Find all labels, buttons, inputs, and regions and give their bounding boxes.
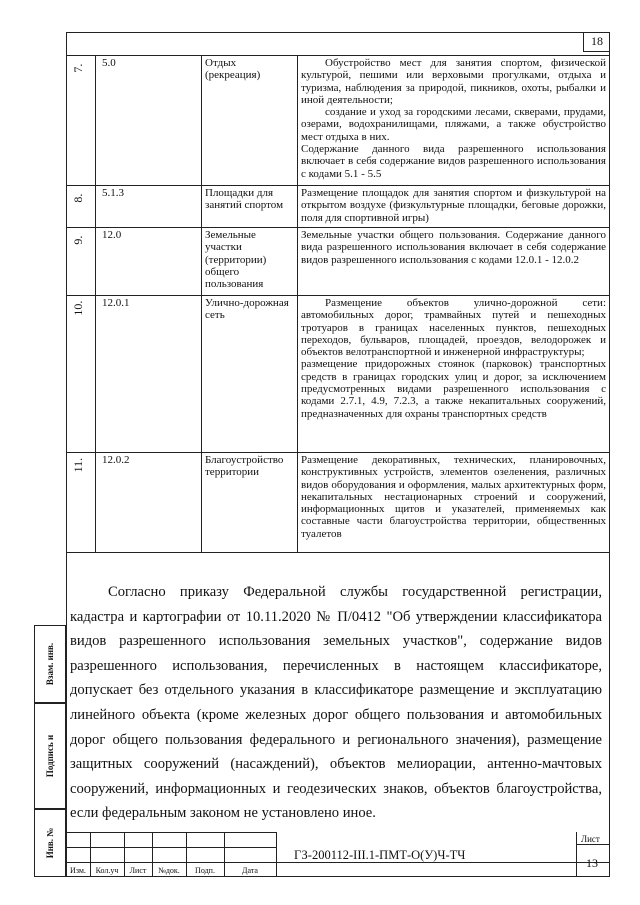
side-label-podpis: Подпись и (45, 734, 55, 778)
stamp-col-list: Лист (129, 866, 147, 875)
row-number (67, 296, 96, 453)
body-paragraph: Согласно приказу Федеральной службы государственной регистрации, кадастра и картографии от 10.11.2020 № П/0412 "Об утверждении классификатора видов разрешенного использования земельных участков", содержание видов разрешенного использования, перечисленных в настоящем классификаторе, допускает без отдельного указания в классификаторе размещение и эксплуатацию линейного объекта (кроме железных дорог общего пользования и автомобильных дорог общего пользования федерального и регионального значения), размещение защитных сооружений (насаждений), объектов мелиорации, антенно-мачтовых сооружений, информационных и геодезических знаков, объектов благоустройства, если федеральным законом не установлено иное. (70, 584, 602, 822)
document-code: ГЗ-200112-III.1-ПМТ-О(У)Ч-ТЧ (294, 848, 466, 862)
row-name: Отдых (рекреация) (202, 56, 298, 186)
description-paragraph: Содержание данного вида разрешенного использования включает в себя содержание видов разрешенного использования с кодами 5.1 - 5.5 (301, 143, 606, 180)
side-label-inv: Инв. № (45, 827, 55, 859)
row-code: 12.0.2 (96, 453, 202, 553)
row-number-text: 8. (70, 193, 85, 203)
stamp-col-podp: Подп. (195, 866, 215, 875)
sheet-number: 13 (586, 856, 598, 870)
row-name: Земельные участки (территории) общего пользования (202, 228, 298, 296)
row-number (67, 56, 96, 186)
table-row (67, 296, 610, 453)
row-number-text: 11. (70, 457, 85, 473)
row-name: Благоустройство территории (202, 453, 298, 553)
row-number-text: 10. (70, 300, 85, 316)
side-field-inv (34, 809, 66, 877)
stamp-col-kol: Кол.уч (95, 866, 119, 875)
row-number (67, 228, 96, 296)
description-paragraph: Размещение объектов улично-дорожной сети: автомобильных дорог, трамвайных путей и пешеходных тротуаров в границах населенных пунктов, пешеходных переходов, бульваров, площадей, проездов, велодорожек и объектов велотранспортной и инженерной инфраструктуры; (301, 297, 606, 359)
description-paragraph: Размещение декоративных, технических, планировочных, конструктивных устройств, элементов озеленения, различных видов оборудования и оформления, малых архитектурных форм, некапитальных нестационарных строений и сооружений, информационных щитов и указателей, применяемых как составные части благоустройства территории, общественных туалетов (301, 454, 606, 540)
classifier-table (66, 55, 610, 553)
row-number-text: 9. (70, 235, 85, 245)
row-number (67, 186, 96, 228)
stamp-col-ndoc: №док. (158, 866, 180, 875)
stamp-col-izm: Изм. (70, 866, 86, 875)
side-field-vzam (34, 625, 66, 703)
description-paragraph: Размещение площадок для занятия спортом и физкультурой на открытом воздухе (физкультурные площадки, беговые дорожки, поля для спортивной игры) (301, 187, 606, 224)
sheet-label: Лист (581, 834, 600, 844)
row-description (298, 453, 610, 553)
stamp-col-data: Дата (242, 866, 258, 875)
row-code: 12.0.1 (96, 296, 202, 453)
description-paragraph: размещение придорожных стоянок (парковок) транспортных средств в границах городских улиц и дорог, за исключением предусмотренных видами разрешенного использования с кодами 2.7.1, 4.9, 7.2.3, а также некапитальных сооружений, предназначенных для охраны транспортных средств (301, 358, 606, 420)
row-code: 12.0 (96, 228, 202, 296)
table-row (67, 186, 610, 228)
side-label-vzam: Взам. инв. (45, 642, 55, 686)
row-code: 5.0 (96, 56, 202, 186)
row-name: Улично-дорожная сеть (202, 296, 298, 453)
row-description (298, 56, 610, 186)
table-row (67, 228, 610, 296)
side-field-podpis (34, 703, 66, 809)
table-row (67, 56, 610, 186)
page-number: 18 (583, 32, 610, 52)
row-description (298, 228, 610, 296)
row-description (298, 296, 610, 453)
row-number (67, 453, 96, 553)
row-name: Площадки для занятий спортом (202, 186, 298, 228)
row-number-text: 7. (70, 63, 85, 73)
table-row (67, 453, 610, 553)
description-paragraph: создание и уход за городскими лесами, скверами, прудами, озерами, водохранилищами, пляжами, а также обустройство мест отдыха в них. (301, 106, 606, 143)
description-paragraph: Земельные участки общего пользования. Содержание данного вида разрешенного использования включает в себя содержание видов разрешенного использования с кодами 12.0.1 - 12.0.2 (301, 229, 606, 266)
description-paragraph: Обустройство мест для занятия спортом, физической культурой, пешими или верховыми прогулками, отдыха и туризма, наблюдения за природой, пикников, охоты, рыбалки и иной деятельности; (301, 57, 606, 106)
row-description (298, 186, 610, 228)
row-code: 5.1.3 (96, 186, 202, 228)
